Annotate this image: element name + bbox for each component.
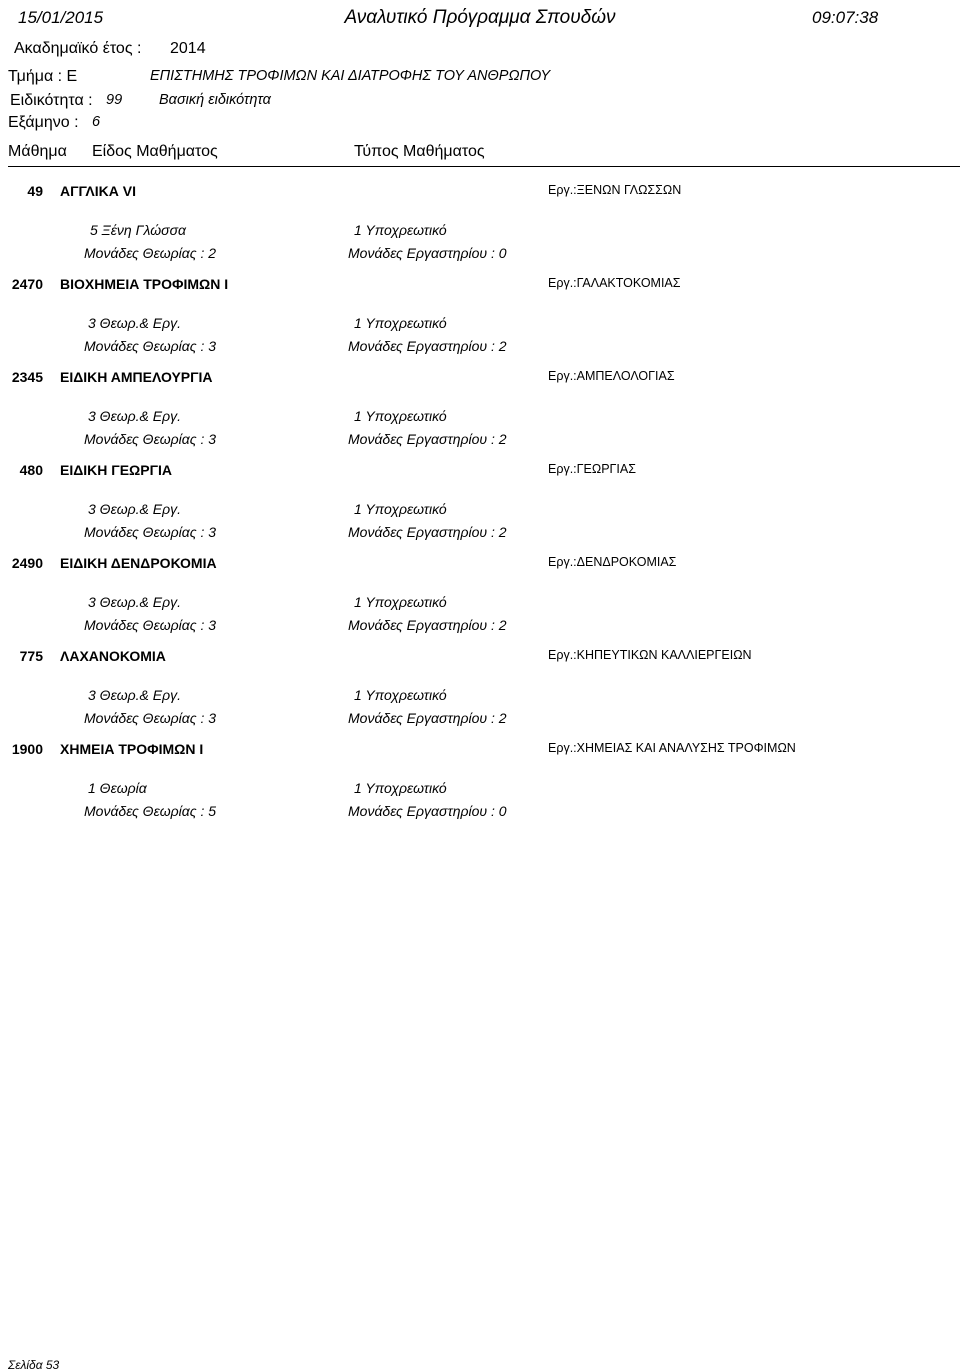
course-row [0,369,960,462]
course-type: 1 Υποχρεωτικό [354,687,447,703]
specialty-label: Ειδικότητα : [10,92,93,109]
course-lab: Εργ.:ΑΜΠΕΛΟΛΟΓΙΑΣ [548,369,675,383]
report-title: Αναλυτικό Πρόγραμμα Σπουδών [344,7,616,28]
theory-units: Μονάδες Θεωρίας : 3 [84,524,217,540]
course-kind: 1 Θεωρία [88,780,147,796]
course-row [0,741,960,834]
column-header-kind: Είδος Μαθήματος [92,143,218,160]
course-lab: Εργ.:ΔΕΝΔΡΟΚΟΜΙΑΣ [548,555,677,569]
course-lab: Εργ.:ΓΕΩΡΓΙΑΣ [548,462,636,476]
course-row [0,555,960,648]
theory-units: Μονάδες Θεωρίας : 3 [84,338,217,354]
course-code: 2490 [11,555,43,571]
course-kind: 3 Θεωρ.& Εργ. [88,687,182,703]
course-type: 1 Υποχρεωτικό [354,501,447,517]
course-code: 775 [19,648,43,664]
page-number: Σελίδα 53 [8,1358,60,1372]
course-title: ΕΙΔΙΚΗ ΑΜΠΕΛΟΥΡΓΙΑ [60,369,213,385]
course-type: 1 Υποχρεωτικό [354,594,447,610]
course-type: 1 Υποχρεωτικό [354,780,447,796]
course-type: 1 Υποχρεωτικό [354,408,447,424]
course-title: ΕΙΔΙΚΗ ΔΕΝΔΡΟΚΟΜΙΑ [60,555,217,571]
theory-units: Μονάδες Θεωρίας : 5 [84,803,217,819]
course-row [0,183,960,276]
theory-units: Μονάδες Θεωρίας : 3 [84,710,217,726]
course-code: 2470 [11,276,43,292]
course-row [0,648,960,741]
course-lab: Εργ.:ΧΗΜΕΙΑΣ ΚΑΙ ΑΝΑΛΥΣΗΣ ΤΡΟΦΙΜΩΝ [548,741,796,755]
course-lab: Εργ.:ΞΕΝΩΝ ΓΛΩΣΣΩΝ [548,183,682,197]
course-lab: Εργ.:ΚΗΠΕΥΤΙΚΩΝ ΚΑΛΛΙΕΡΓΕΙΩΝ [548,648,752,662]
report-date: 15/01/2015 [18,8,104,27]
course-title: ΒΙΟΧΗΜΕΙΑ ΤΡΟΦΙΜΩΝ Ι [60,276,229,292]
specialty-value: Βασική ειδικότητα [159,92,271,108]
course-kind: 3 Θεωρ.& Εργ. [88,594,182,610]
course-code: 1900 [11,741,43,757]
semester-value: 6 [92,114,101,130]
theory-units: Μονάδες Θεωρίας : 3 [84,617,217,633]
course-code: 2345 [11,369,43,385]
lab-units: Μονάδες Εργαστηρίου : 0 [348,803,507,819]
course-type: 1 Υποχρεωτικό [354,315,447,331]
course-code: 480 [19,462,43,478]
course-title: ΑΓΓΛΙΚΑ VI [60,183,136,199]
theory-units: Μονάδες Θεωρίας : 3 [84,431,217,447]
theory-units: Μονάδες Θεωρίας : 2 [84,245,217,261]
course-kind: 3 Θεωρ.& Εργ. [88,408,182,424]
lab-units: Μονάδες Εργαστηρίου : 2 [348,617,507,633]
lab-units: Μονάδες Εργαστηρίου : 2 [348,524,507,540]
lab-units: Μονάδες Εργαστηρίου : 0 [348,245,507,261]
course-code: 49 [27,183,43,199]
specialty-code: 99 [106,92,123,108]
column-header-type: Τύπος Μαθήματος [354,143,485,160]
course-kind: 3 Θεωρ.& Εργ. [88,501,182,517]
lab-units: Μονάδες Εργαστηρίου : 2 [348,338,507,354]
academic-year-value: 2014 [170,40,206,57]
course-kind: 3 Θεωρ.& Εργ. [88,315,182,331]
course-type: 1 Υποχρεωτικό [354,222,447,238]
course-title: ΛΑΧΑΝΟΚΟΜΙΑ [60,648,166,664]
department-value: ΕΠΙΣΤΗΜΗΣ ΤΡΟΦΙΜΩΝ ΚΑΙ ΔΙΑΤΡΟΦΗΣ ΤΟΥ ΑΝΘΡΩΠΟΥ [150,68,551,84]
lab-units: Μονάδες Εργαστηρίου : 2 [348,710,507,726]
course-title: ΕΙΔΙΚΗ ΓΕΩΡΓΙΑ [60,462,173,478]
column-header-course: Μάθημα [8,143,67,160]
lab-units: Μονάδες Εργαστηρίου : 2 [348,431,507,447]
course-title: ΧΗΜΕΙΑ ΤΡΟΦΙΜΩΝ Ι [60,741,204,757]
department-label: Τμήμα : Ε [8,68,78,85]
header-divider [8,166,960,167]
course-kind: 5 Ξένη Γλώσσα [90,222,187,238]
academic-year-label: Ακαδημαϊκό έτος : [14,40,142,57]
course-row [0,462,960,555]
course-lab: Εργ.:ΓΑΛΑΚΤΟΚΟΜΙΑΣ [548,276,681,290]
semester-label: Εξάμηνο : [8,114,79,131]
report-time: 09:07:38 [812,8,879,27]
course-row [0,276,960,369]
